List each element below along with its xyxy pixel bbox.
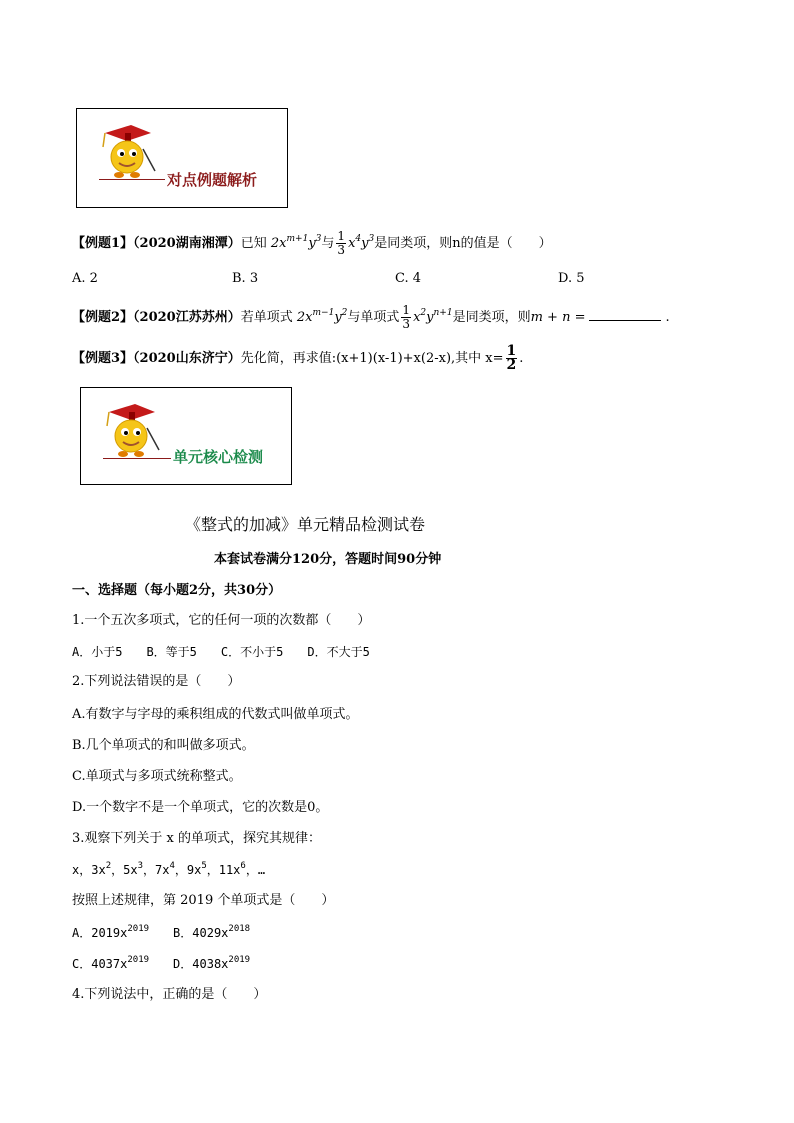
paper-title: 《整式的加减》单元精品检测试卷 xyxy=(185,515,426,534)
paper-subtitle: 本套试卷满分120分，答题时间90分钟 xyxy=(214,552,442,567)
example-2 xyxy=(72,304,670,331)
option-d: D. 5 xyxy=(558,271,585,286)
graduate-mascot-icon xyxy=(97,119,157,183)
question-3-options-cd: C．$4037x^{2019}$ D．$4038x^{2019}$ xyxy=(72,955,251,971)
fraction: $\frac{1}{2}$ xyxy=(506,343,517,373)
question-2-option-d: D.一个数字不是一个单项式，它的次数是0。 xyxy=(72,800,329,815)
banner-title: 对点例题解析 xyxy=(167,171,258,189)
question-2-option-c: C.单项式与多项式统称整式。 xyxy=(72,769,242,784)
question-1-stem: 1.一个五次多项式，它的任何一项的次数都（ ） xyxy=(72,613,371,628)
example-text: 与 xyxy=(321,236,335,251)
example-text: 与单项式 xyxy=(347,310,400,325)
example-text: 是同类项，则 xyxy=(452,310,531,325)
example-text: 是同类项，则n的值是（ ） xyxy=(374,236,552,251)
section-banner-unit-test xyxy=(80,387,292,485)
answer-blank[interactable] xyxy=(589,320,661,321)
section-heading: 一、选择题（每小题2分，共30分） xyxy=(72,583,282,598)
question-3-sequence: x，$3x^2$，$5x^3$，$7x^4$，$9x^5$，$11x^6$，… xyxy=(72,861,266,877)
example-text: 先化简，再求值:(x+1)(x-1)+x(2-x),其中 x= xyxy=(240,351,504,366)
question-2-stem: 2.下列说法错误的是（ ） xyxy=(72,674,241,689)
question-3-rule: 按照上述规律，第 2019 个单项式是（ ） xyxy=(72,893,335,908)
example-text: 若单项式 xyxy=(240,310,293,325)
section-banner-examples xyxy=(76,108,288,208)
example-source: （2020山东济宁） xyxy=(133,351,241,366)
example-text: 已知 xyxy=(240,236,267,251)
math-expression: $x^4y^3$ xyxy=(348,234,375,251)
fraction: $\frac{1}{3}$ xyxy=(402,303,411,331)
example-label: 【例题1】 xyxy=(72,236,134,251)
question-2-option-b: B.几个单项式的和叫做多项式。 xyxy=(72,738,255,753)
example-text: . xyxy=(519,351,524,366)
fraction: $\frac{1}{3}$ xyxy=(337,229,346,257)
example-source: （2020湖南湘潭） xyxy=(133,236,241,251)
option-c: C. 4 xyxy=(395,271,422,286)
example-source: （2020江苏苏州） xyxy=(133,310,241,325)
example-label: 【例题3】 xyxy=(72,351,134,366)
option-a: A. 2 xyxy=(72,271,98,286)
question-2-option-a: A.有数字与字母的乘积组成的代数式叫做单项式。 xyxy=(72,707,359,722)
question-4-stem: 4.下列说法中，正确的是（ ） xyxy=(72,987,267,1002)
option-b: B. 3 xyxy=(232,271,259,286)
banner-title: 单元核心检测 xyxy=(173,448,264,466)
math-expression: m + n = xyxy=(530,310,586,325)
math-expression: $x^2y^{n+1}$ xyxy=(413,308,453,325)
example-3 xyxy=(72,345,523,372)
math-expression: $2x^{m+1}y^3$ xyxy=(270,234,322,251)
example-1 xyxy=(72,230,552,257)
question-3-options-ab: A．$2019x^{2019}$ B．$4029x^{2018}$ xyxy=(72,924,251,940)
graduate-mascot-icon xyxy=(101,398,161,462)
math-expression: $2x^{m-1}y^2$ xyxy=(296,308,348,325)
example-text: . xyxy=(665,310,670,325)
question-3-stem: 3.观察下列关于 x 的单项式，探究其规律： xyxy=(72,831,321,846)
question-1-options: A．小于5 B．等于5 C．不小于5 D．不大于5 xyxy=(72,645,370,659)
example-label: 【例题2】 xyxy=(72,310,134,325)
